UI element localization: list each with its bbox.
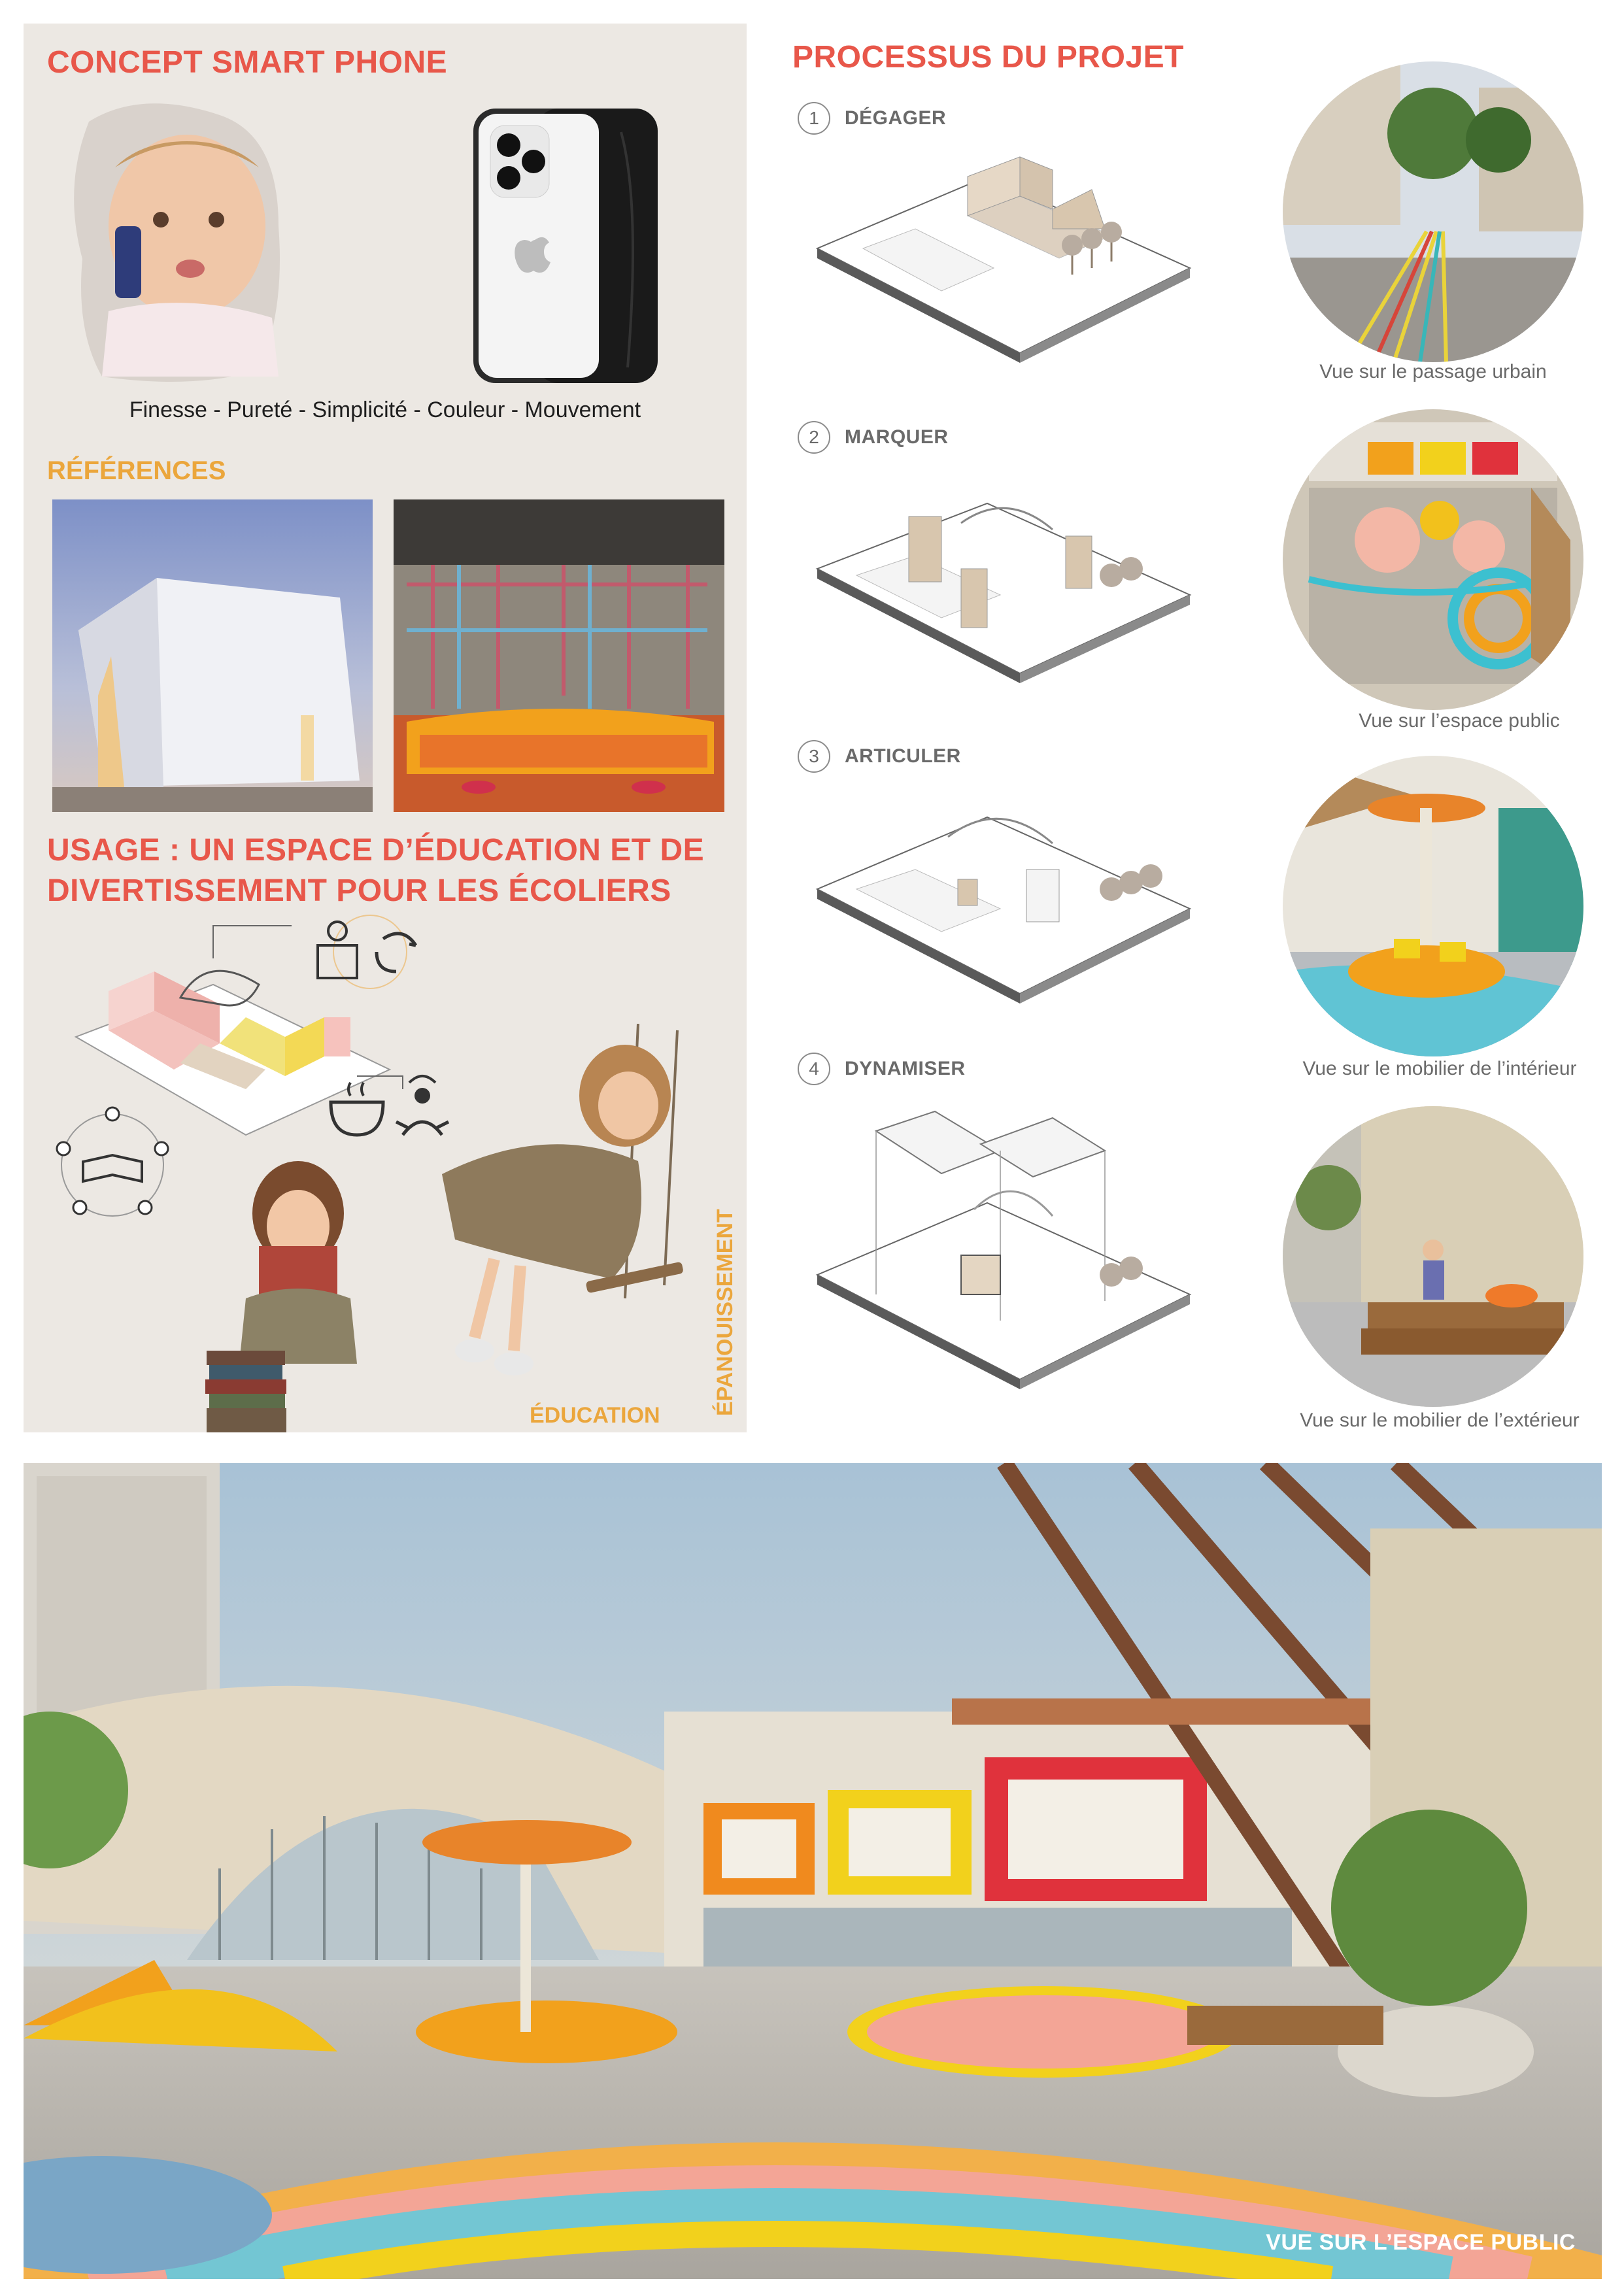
process-title: PROCESSUS DU PROJET <box>792 40 1184 75</box>
education-tag: ÉDUCATION <box>530 1403 660 1428</box>
smartphone-image <box>471 106 660 387</box>
usage-title-line2: DIVERTISSEMENT POUR LES ÉCOLIERS <box>47 873 671 908</box>
concept-panel <box>24 24 747 1432</box>
references-title: RÉFÉRENCES <box>47 456 226 485</box>
concept-title: CONCEPT SMART PHONE <box>47 45 448 80</box>
view-4-caption: Vue sur le mobilier de l’extérieur <box>1300 1410 1580 1431</box>
step-1-label: DÉGAGER <box>845 107 947 129</box>
usage-title-line1: USAGE : UN ESPACE D’ÉDUCATION ET DE <box>47 833 705 868</box>
step-2-label: MARQUER <box>845 426 949 448</box>
group-learning-icon <box>47 1100 178 1230</box>
step-3-number: 3 <box>798 740 830 773</box>
process-step-3 <box>798 740 961 773</box>
step-4-axonometric <box>804 1105 1210 1419</box>
view-public-space-image <box>1283 409 1583 710</box>
public-space-render <box>24 1463 1602 2279</box>
step-4-number: 4 <box>798 1053 830 1085</box>
concept-keywords: Finesse - Pureté - Simplicité - Couleur - Mouvement <box>129 397 641 422</box>
view-interior-furniture-image <box>1283 756 1583 1056</box>
view-exterior-furniture-image <box>1283 1106 1583 1407</box>
epanouissement-tag: ÉPANOUISSEMENT <box>713 1209 737 1416</box>
step-2-axonometric <box>804 484 1210 719</box>
process-step-1 <box>798 102 946 135</box>
reference-colorful-interior-photo <box>394 499 724 812</box>
process-step-2 <box>798 421 949 454</box>
view-3-caption: Vue sur le mobilier de l’intérieur <box>1302 1058 1577 1079</box>
usage-title <box>47 830 704 911</box>
swing-girl-photo <box>416 1024 690 1390</box>
step-3-axonometric <box>804 791 1210 1039</box>
reading-girl-photo <box>187 1155 383 1432</box>
step-2-number: 2 <box>798 421 830 454</box>
step-3-label: ARTICULER <box>845 745 961 767</box>
step-4-label: DYNAMISER <box>845 1058 966 1079</box>
reference-white-building-photo <box>52 499 373 812</box>
view-urban-passage-image <box>1283 61 1583 362</box>
step-1-axonometric <box>804 137 1210 399</box>
render-caption: VUE SUR L’ESPACE PUBLIC <box>1266 2230 1576 2255</box>
step-1-number: 1 <box>798 102 830 135</box>
view-1-caption: Vue sur le passage urbain <box>1319 361 1547 382</box>
baby-phone-photo <box>63 95 298 390</box>
study-icons-group <box>305 913 435 991</box>
process-step-4 <box>798 1053 966 1085</box>
view-2-caption: Vue sur l’espace public <box>1359 710 1560 732</box>
